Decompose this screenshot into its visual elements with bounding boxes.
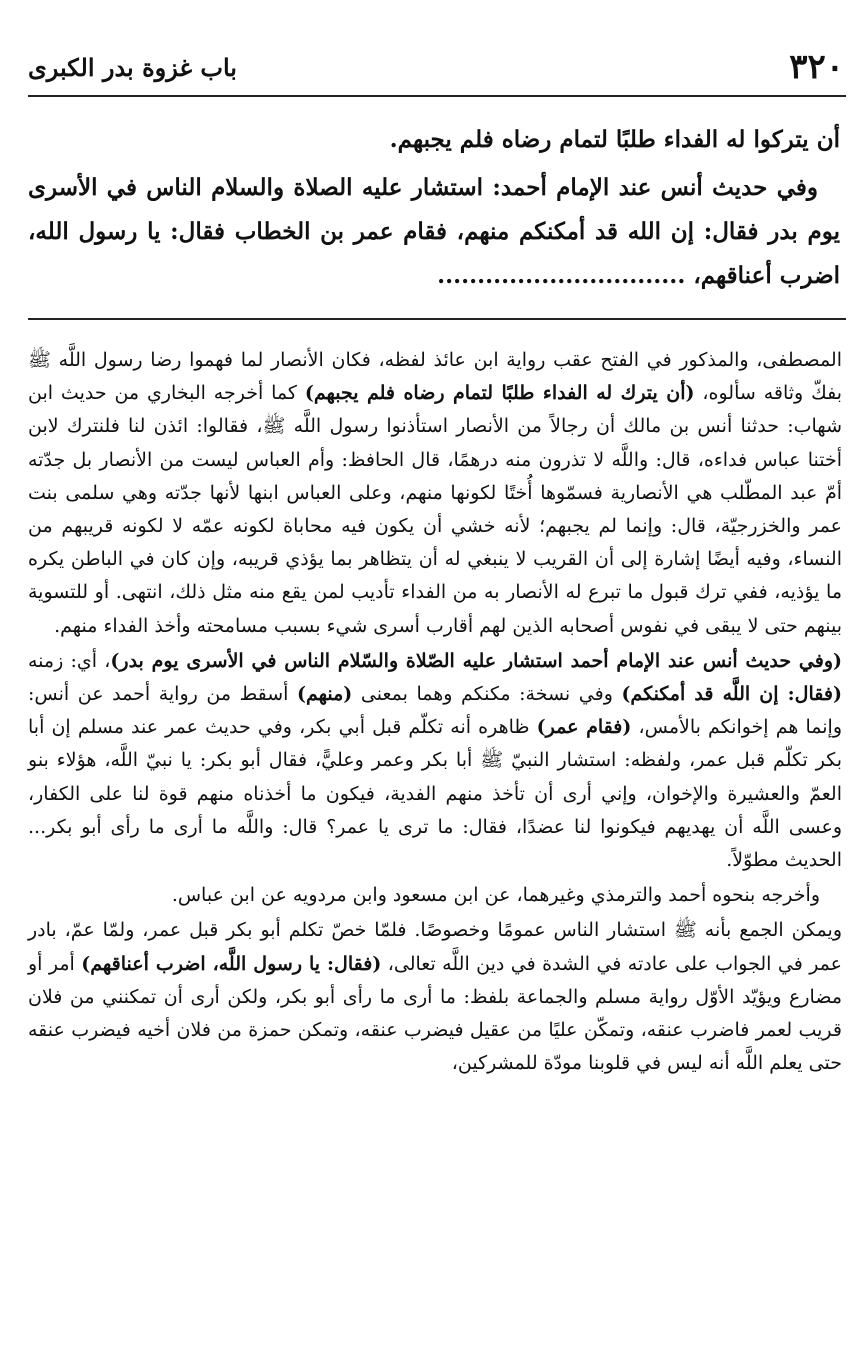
quoted-matn: (فقام عمر)	[536, 716, 632, 739]
page-number: ٣٢٠	[789, 47, 844, 87]
sharh-paragraph	[28, 914, 842, 1080]
commentary-text: أسقط من رواية أحمد عن أنس: وإنما هم إخوانكم بالأمس،	[28, 683, 842, 739]
quoted-matn: (منهم)	[297, 683, 353, 706]
commentary-text: وفي نسخة: مكنكم وهما بمعنى	[352, 683, 622, 706]
quoted-matn: (فقال: يا رسول اللَّه، اضرب أعناقهم)	[81, 952, 382, 975]
commentary-text: ظاهره أنه تكلّم قبل أبي بكر، وفي حديث عمر عند مسلم إن أبا بكر تكلّم قبل عمر، ولفظه: استشار النبيّ ﷺ أبا بكر وعمر وعليًّ، فقال أبو بكر: يا نبيّ اللَّه، هؤلاء بنو العمّ والعشيرة والإخوان، وإني أرى أن تأخذ منهم الفدية، فيكون ما أخذناه منهم قوة لنا على الكفار، وعسى اللَّه أن يهديهم فيكونوا لنا عضدًا، فقال: ما ترى يا عمر؟ قال: واللَّه ما أرى ما رأى أبو بكر... الحديث مطوّلاً.	[28, 716, 842, 872]
commentary-text: المصطفى، والمذكور في الفتح عقب رواية ابن عائذ لفظه، فكان الأنصار لما فهموا رضا رسول اللَّه ﷺ بفكّ وثاقه سألوه،	[28, 349, 843, 405]
commentary-text: كما أخرجه البخاري من حديث ابن شهاب: حدثنا أنس بن مالك أن رجالاً من الأنصار استأذنوا رسول اللَّه ﷺ، فقالوا: ائذن لنا فلنترك لابن أختنا عباس فداءه، قال: واللَّه لا تذرون منه درهمًا، قال الحافظ: وأم العباس ليست من الأنصار بل جدّته أمّ عبد المطّلب هي الأنصارية فسمّوها أُختًا لكونها منهم، وعلى العباس ابنها لأنها جدّته وهي سلمى بنت عمر والخزرجيّة، قال: وإنما لم يجبهم؛ لأنه خشي أن يكون فيه محاباة لكونه عمّه لا لكونه قريبهم من النساء، وفيه أيضًا إشارة إلى أن القريب لا ينبغي له أن يتظاهر بما يؤذي قريبه، وإن كان في الباطن يكره ما يؤذيه، ففي ترك قبول ما تبرع له الأنصار به من الفداء تأديب لمن يقع منه مثل ذلك، انتهى. أو للتسوية بينهم حتى لا يبقى في نفوس أصحابه الذين لهم أقارب أسرى شيء بسبب مسامحته وأخذ الفداء منهم.	[28, 382, 843, 637]
commentary-text: ويمكن الجمع بأنه ﷺ استشار الناس عمومًا وخصوصًا. فلمّا خصّ تكلم أبو بكر قبل عمر، ولمّا عمّ، بادر عمر في الجواب على عادته في الشدة في دين اللَّه تعالى،	[28, 919, 842, 975]
chapter-title: باب غزوة بدر الكبرى	[28, 52, 237, 82]
page-header	[28, 42, 844, 92]
sharh-commentary	[28, 344, 842, 1082]
matn-paragraph: وفي حديث أنس عند الإمام أحمد: استشار عليه الصلاة والسلام الناس في الأسرى يوم بدر فقال: إن الله قد أمكنكم منهم، فقام عمر بن الخطاب فقال: يا رسول الله، اضرب أعناقهم، ...............................	[28, 174, 840, 289]
header-divider	[28, 95, 846, 97]
commentary-text: ، أي: زمنه	[28, 649, 111, 672]
matn-paragraph: أن يتركوا له الفداء طلبًا لتمام رضاه فلم يجبهم.	[389, 126, 840, 153]
sharh-paragraph	[28, 344, 842, 643]
sharh-paragraph	[28, 645, 842, 877]
quoted-matn: (وفي حديث أنس عند الإمام أحمد استشار عليه الصّلاة والسّلام الناس في الأسرى يوم بدر)	[110, 649, 842, 672]
quoted-matn: (أن يترك له الفداء طلبًا لتمام رضاه فلم يجبهم)	[304, 382, 695, 405]
matn-text	[28, 118, 840, 302]
quoted-matn: (فقال: إن اللَّه قد أمكنكم)	[621, 683, 842, 706]
sharh-paragraph: وأخرجه بنحوه أحمد والترمذي وغيرهما، عن ابن مسعود وابن مردويه عن ابن عباس.	[171, 884, 820, 907]
commentary-text: أمر أو مضارع ويؤيّد الأوّل رواية مسلم والجماعة بلفظ: ما أرى ما رأى أبو بكر، ولكن أرى أن تمكنني من فلان قريب لعمر فاضرب عنقه، وتمكّن عليًا من عقيل فيضرب عنقه، وتمكن حمزة من فلان أخيه فيضرب عنقه حتى يعلم اللَّه أنه ليس في قلوبنا مودّة للمشركين،	[28, 952, 842, 1075]
matn-sharh-divider	[28, 318, 846, 320]
